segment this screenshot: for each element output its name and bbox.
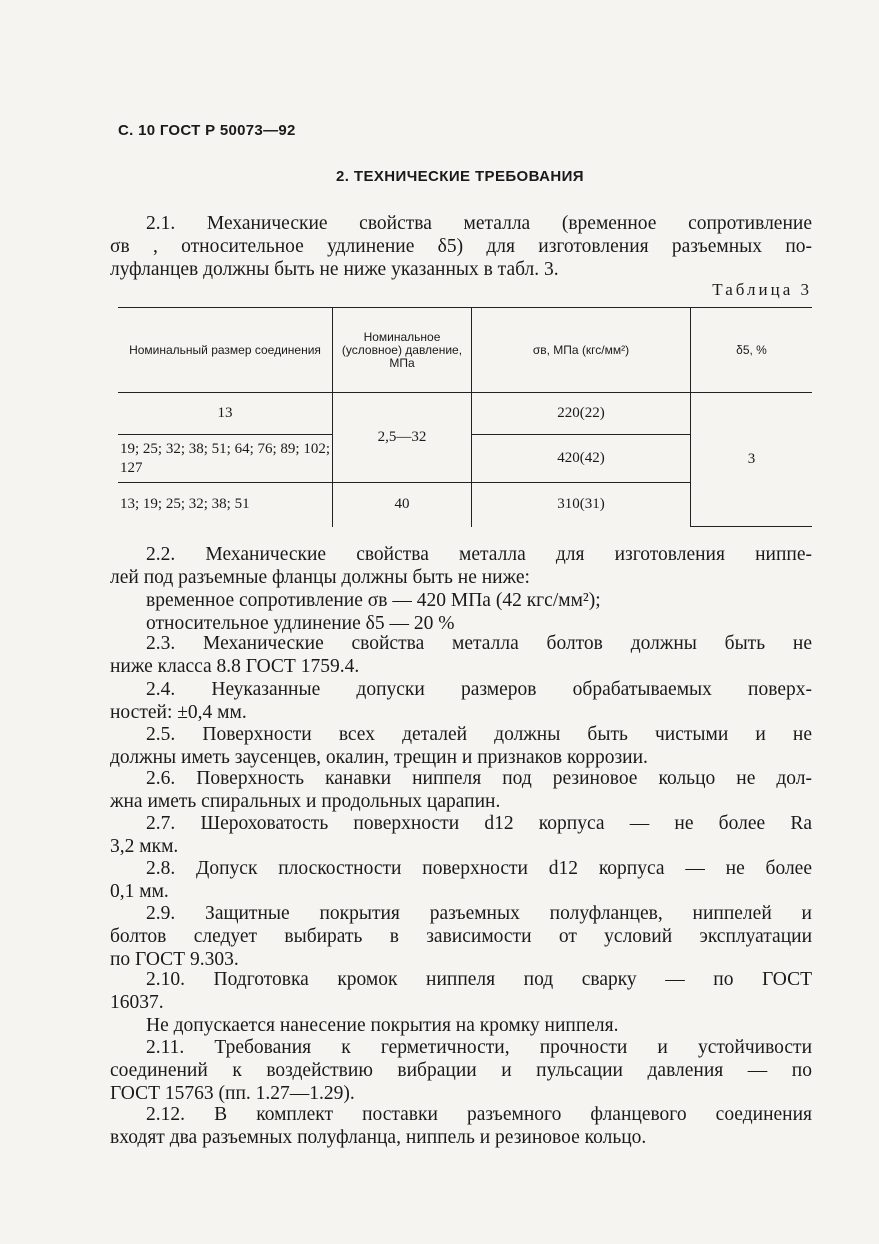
paragraph-line: 2.10. Подготовка кромок ниппеля под сварку — по ГОСТ [146, 969, 812, 990]
paragraph-line: ГОСТ 15763 (пп. 1.27—1.29). [110, 1083, 355, 1104]
paragraph-line: 2.4. Неуказанные допуски размеров обрабатываемых поверх- [146, 679, 812, 700]
cell-size: 19; 25; 32; 38; 51; 64; 76; 89; 102; 127 [118, 435, 333, 483]
paragraph-line: 2.12. В комплект поставки разъемного фланцевого соединения [146, 1104, 812, 1125]
cell-pressure: 2,5—32 [333, 393, 472, 483]
paragraph-line: лей под разъемные фланцы должны быть не ниже: [110, 567, 530, 588]
paragraph-line: 2.9. Защитные покрытия разъемных полуфланцев, ниппелей и [146, 903, 812, 924]
paragraph-2-4 [110, 678, 812, 724]
section-title: 2. ТЕХНИЧЕСКИЕ ТРЕБОВАНИЯ [336, 168, 584, 185]
paragraph-line: соединений к воздействию вибрации и пульсации давления — по [110, 1060, 812, 1081]
table-row [118, 393, 812, 435]
paragraph-line: 2.5. Поверхности всех деталей должны быть чистыми и не [146, 724, 812, 745]
table-header-row [118, 308, 812, 393]
paragraph-2-9 [110, 902, 812, 971]
paragraph-line: 2.2. Механические свойства металла для изготовления ниппе- [146, 544, 812, 565]
paragraph-line: ностей: ±0,4 мм. [110, 702, 247, 723]
header-elongation: δ5, % [691, 308, 813, 393]
paragraph-2-2 [110, 543, 812, 635]
paragraph-line: 16037. [110, 992, 164, 1013]
header-pressure: Номинальное (условное) давление, МПа [333, 308, 472, 393]
paragraph-line: 0,1 мм. [110, 881, 169, 902]
cell-size: 13 [118, 393, 333, 435]
paragraph-line: Не допускается нанесение покрытия на кромку ниппеля. [146, 1015, 619, 1036]
paragraph-2-1 [110, 212, 812, 281]
cell-size: 13; 19; 25; 32; 38; 51 [118, 483, 333, 527]
header-size: Номинальный размер соединения [118, 308, 333, 393]
paragraph-line: по ГОСТ 9.303. [110, 949, 239, 970]
paragraph-line: болтов следует выбирать в зависимости от условий эксплуатации [110, 926, 812, 947]
paragraph-2-12 [110, 1103, 812, 1149]
paragraph-2-6 [110, 767, 812, 813]
paragraph-line: 2.1. Механические свойства металла (временное сопротивление [146, 213, 812, 234]
paragraph-line: 2.8. Допуск плоскостности поверхности d12 корпуса — не более [146, 858, 812, 879]
paragraph-2-3 [110, 632, 812, 678]
paragraph-line: 2.7. Шероховатость поверхности d12 корпуса — не более Ra [146, 813, 812, 834]
paragraph-line: входят два разъемных полуфланца, ниппель и резиновое кольцо. [110, 1127, 647, 1148]
cell-elongation: 3 [691, 393, 813, 527]
cell-strength: 310(31) [472, 483, 691, 527]
header-strength: σв, МПа (кгс/мм²) [472, 308, 691, 393]
paragraph-2-11 [110, 1036, 812, 1105]
paragraph-line: 2.6. Поверхность канавки ниппеля под резиновое кольцо не дол- [146, 768, 812, 789]
paragraph-line: луфланцев должны быть не ниже указанных в табл. 3. [110, 259, 559, 280]
paragraph-2-8 [110, 857, 812, 903]
paragraph-line: 3,2 мкм. [110, 836, 179, 857]
paragraph-line: ниже класса 8.8 ГОСТ 1759.4. [110, 656, 360, 677]
paragraph-line: жна иметь спиральных и продольных царапин. [110, 791, 501, 812]
page-header: С. 10 ГОСТ Р 50073—92 [118, 122, 296, 139]
cell-strength: 220(22) [472, 393, 691, 435]
paragraph-line: временное сопротивление σв — 420 МПа (42 кгс/мм²); [146, 590, 601, 611]
paragraph-line: должны иметь заусенцев, окалин, трещин и признаков коррозии. [110, 747, 648, 768]
paragraph-2-7 [110, 812, 812, 858]
table-caption: Таблица 3 [712, 280, 812, 299]
properties-table [118, 307, 812, 527]
paragraph-line: 2.3. Механические свойства металла болтов должны быть не [146, 633, 812, 654]
paragraph-line: относительное удлинение δ5 — 20 % [146, 613, 455, 634]
cell-pressure: 40 [333, 483, 472, 527]
paragraph-line: σв , относительное удлинение δ5) для изготовления разъемных по- [110, 236, 812, 257]
paragraph-line: 2.11. Требования к герметичности, прочности и устойчивости [146, 1037, 812, 1058]
paragraph-2-10 [110, 968, 812, 1037]
paragraph-2-5 [110, 723, 812, 769]
cell-strength: 420(42) [472, 435, 691, 483]
